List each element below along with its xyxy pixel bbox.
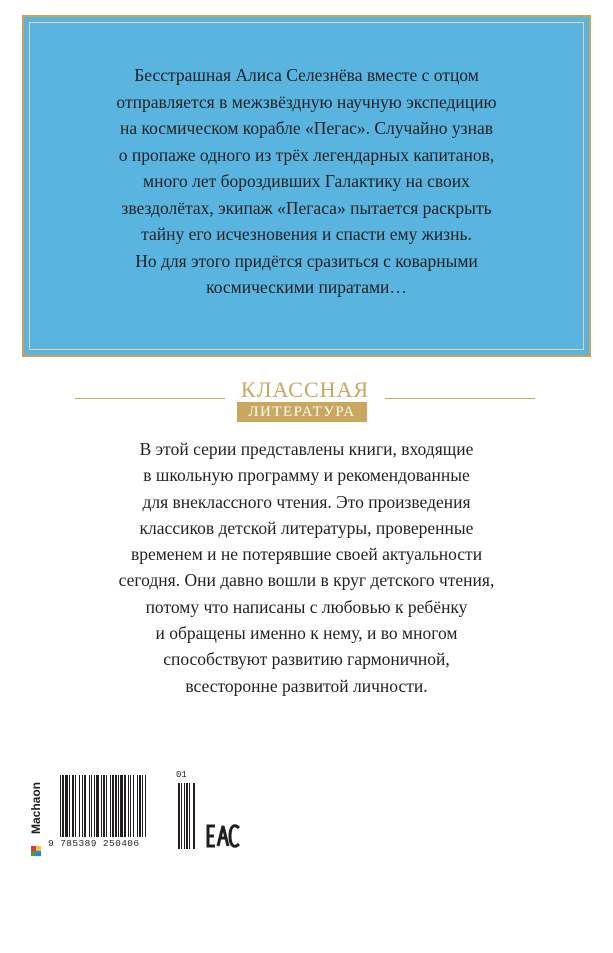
annotation-line: много лет бороздивших Галактику на своих xyxy=(143,171,470,191)
annotation-line: звездолётах, экипаж «Пегаса» пытается раскрыть xyxy=(121,197,492,218)
series-line: способствуют развитию гармоничной, xyxy=(163,649,450,670)
series-line: потому что написаны с любовью к ребёнку xyxy=(145,596,468,617)
series-line: всесторонне развитой личности. xyxy=(185,675,428,696)
annotation-line: о пропаже одного из трёх легендарных капитанов, xyxy=(118,144,495,165)
barcode-addon-digits: 01 xyxy=(176,770,187,780)
annotation-line: на космическом корабле «Пегас». Случайно узнав xyxy=(120,118,493,138)
publisher-name: Machaon xyxy=(29,782,43,835)
series-line: В этой серии представлены книги, входящие xyxy=(139,439,474,459)
isbn-digits: 9 785389 250406 xyxy=(48,838,140,849)
series-line: классиков детской литературы, проверенные xyxy=(139,517,474,538)
annotation-line: Но для этого придётся сразиться с коварными xyxy=(135,250,478,271)
series-line: для внеклассного чтения. Это произведения xyxy=(142,491,471,512)
publisher-logo xyxy=(26,770,46,860)
logo-rule-left xyxy=(75,398,225,399)
annotation-line: тайну его исчезновения и спасти ему жизнь. xyxy=(141,224,472,244)
book-annotation xyxy=(55,62,558,301)
publisher-mark-icon xyxy=(31,846,41,856)
series-line: временем и не потерявшие своей актуальности xyxy=(130,544,483,565)
series-line: в школьную программу и рекомендованные xyxy=(143,465,470,486)
series-line: сегодня. Они давно вошли в круг детского чтения, xyxy=(118,570,495,591)
series-logo-bottom: ЛИТЕРАТУРА xyxy=(237,402,367,422)
eac-certification-icon xyxy=(206,823,240,849)
annotation-line: отправляется в межзвёздную научную экспедицию xyxy=(116,91,497,112)
logo-rule-right xyxy=(385,398,535,399)
series-logo-top: КЛАССНАЯ xyxy=(240,377,370,402)
annotation-line: космическими пиратами… xyxy=(206,277,407,297)
series-logo xyxy=(0,378,613,422)
series-description xyxy=(85,436,528,699)
annotation-line: Бесстрашная Алиса Селезнёва вместе с отцом xyxy=(134,65,479,85)
series-line: и обращены именно к нему, и во многом xyxy=(155,623,458,644)
